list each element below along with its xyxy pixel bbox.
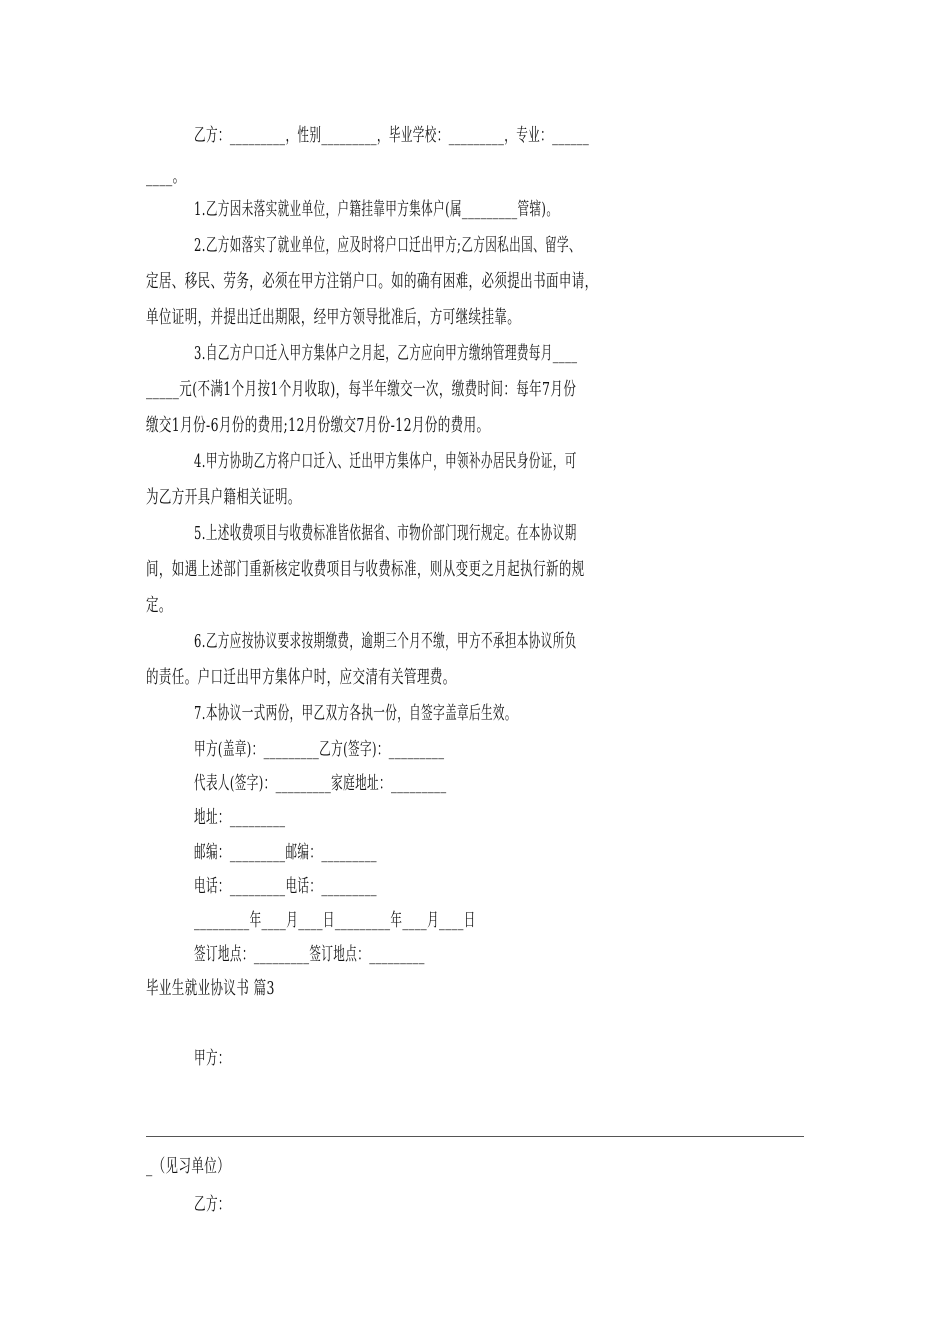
clause-3-line-1: 3.自乙方户口迁入甲方集体户之月起，乙方应向甲方缴纳管理费每月____ — [194, 343, 578, 364]
party-b-label: 乙方： — [194, 1194, 230, 1215]
clause-5-line-2: 间，如遇上述部门重新核定收费项目与收费标准，则从变更之月起执行新的规 — [146, 559, 585, 580]
clause-3-line-3: 缴交1月份-6月份的费用;12月份缴交7月份-12月份的费用。 — [146, 415, 490, 436]
signing-place-line: 签订地点：_________签订地点：_________ — [194, 944, 425, 965]
clause-2-line-1: 2.乙方如落实了就业单位，应及时将户口迁出甲方;乙方因私出国、留学、 — [194, 235, 581, 256]
clause-3-line-2: _____元(不满1个月按1个月收取)，每半年缴交一次，缴费时间：每年7月份 — [146, 379, 577, 400]
clause-2-line-2: 定居、移民、劳务，必须在甲方注销户口。如的确有困难，必须提出书面申请， — [146, 271, 598, 292]
clause-6-line-1: 6.乙方应按协议要求按期缴费，逾期三个月不缴，甲方不承担本协议所负 — [194, 631, 577, 652]
signature-seal-line: 甲方(盖章)：_________乙方(签字)：_________ — [194, 739, 445, 760]
clause-2-line-3: 单位证明，并提出迁出期限，经甲方领导批准后，方可继续挂靠。 — [146, 307, 521, 328]
address-line: 地址：_________ — [194, 807, 286, 828]
representative-line: 代表人(签字)：_________家庭地址：_________ — [194, 773, 447, 794]
date-line: _________年____月____日_________年____月____日 — [194, 910, 476, 931]
section-heading: 毕业生就业协议书 篇3 — [146, 978, 275, 999]
postcode-line: 邮编：_________邮编：_________ — [194, 842, 377, 863]
clause-5-line-1: 5.上述收费项目与收费标准皆依据省、市物价部门现行规定。在本协议期 — [194, 523, 577, 544]
clause-4-line-1: 4.甲方协助乙方将户口迁入、迁出甲方集体户，申领补办居民身份证，可 — [194, 451, 577, 472]
clause-1: 1.乙方因未落实就业单位，户籍挂靠甲方集体户(属_________管辖)。 — [194, 199, 559, 220]
horizontal-rule — [146, 1136, 804, 1137]
party-a-label: 甲方： — [194, 1048, 230, 1069]
party-b-info-continuation: ____。 — [146, 166, 186, 187]
clause-5-line-3: 定。 — [146, 595, 172, 616]
clause-7: 7.本协议一式两份，甲乙双方各执一份，自签字盖章后生效。 — [194, 703, 517, 724]
internship-unit-label: _（见习单位） — [146, 1156, 231, 1177]
party-b-info-line: 乙方：_________，性别_________，毕业学校：_________，专业：______ — [194, 125, 590, 146]
clause-6-line-2: 的责任。户口迁出甲方集体户时，应交清有关管理费。 — [146, 667, 456, 688]
phone-line: 电话：_________电话：_________ — [194, 876, 377, 897]
clause-4-line-2: 为乙方开具户籍相关证明。 — [146, 487, 301, 508]
